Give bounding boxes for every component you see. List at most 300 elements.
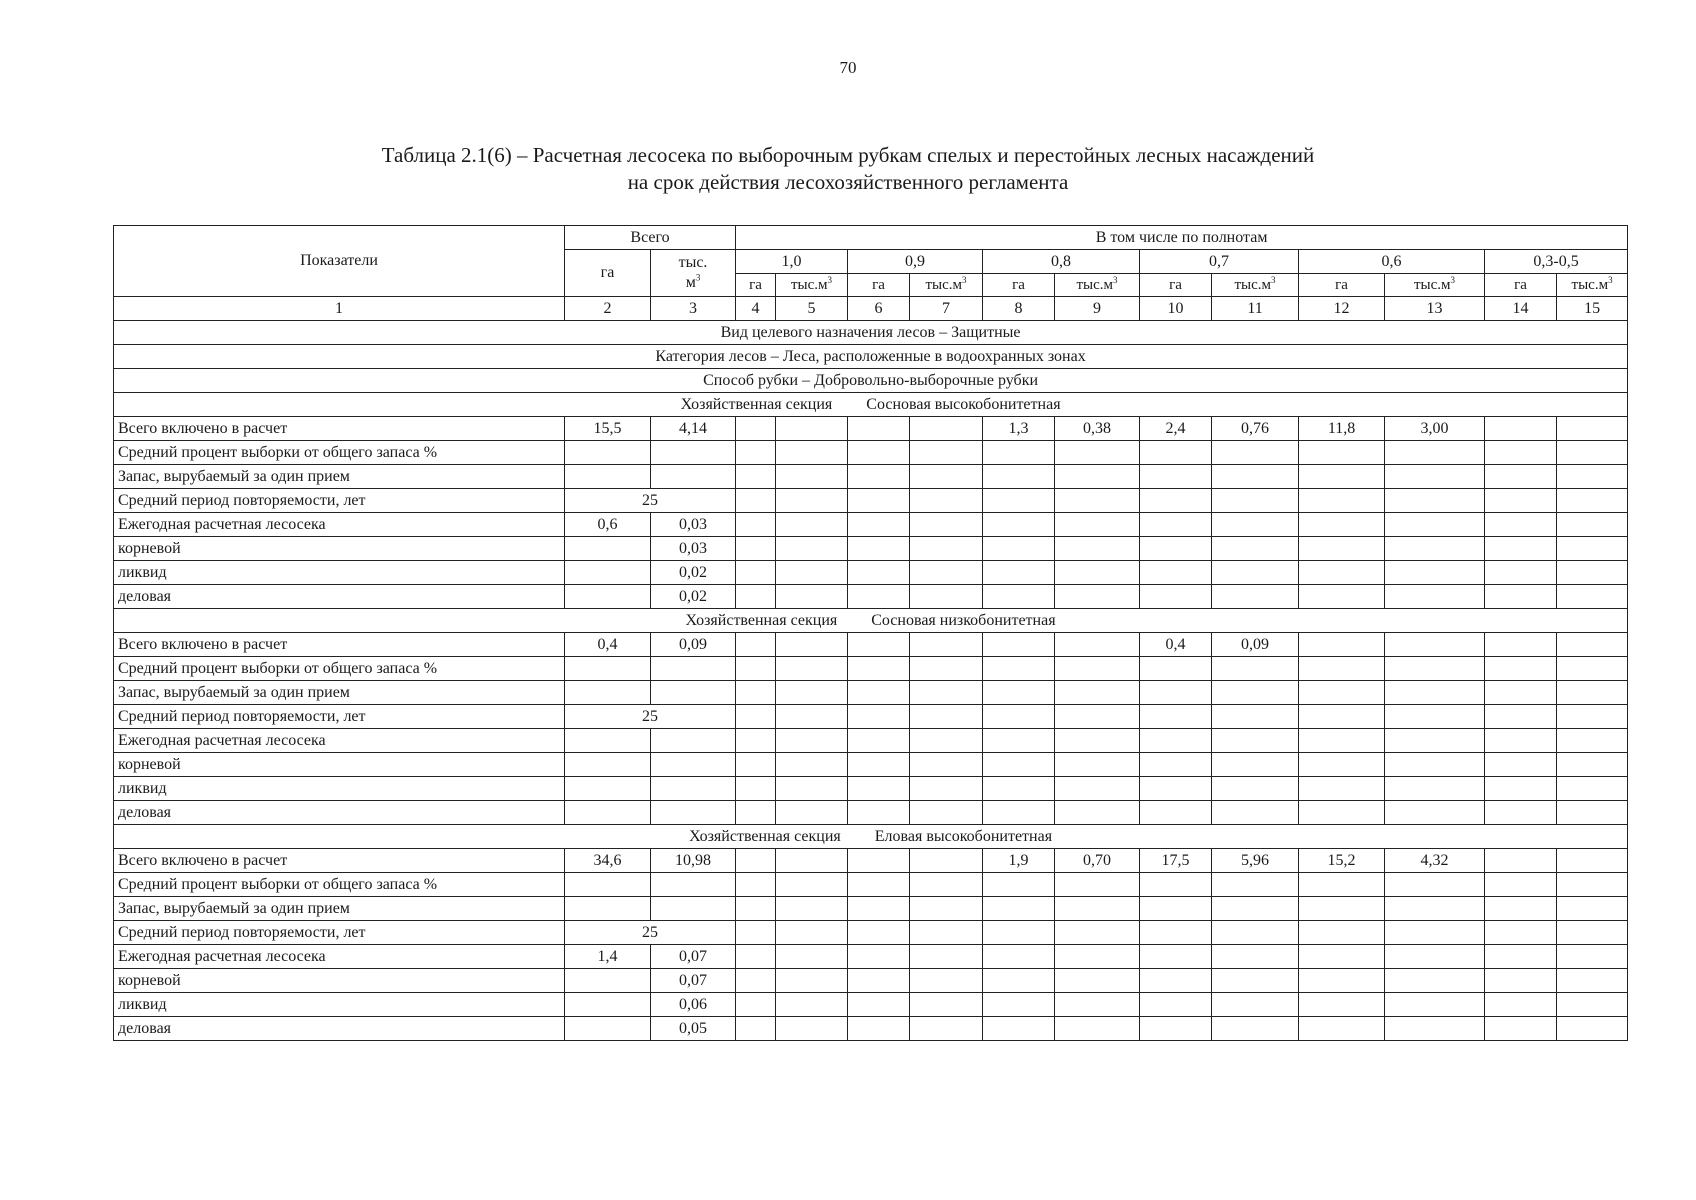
value-cell — [1299, 561, 1385, 585]
density-header: 0,8 — [983, 250, 1140, 274]
value-cell — [1385, 705, 1485, 729]
value-cell — [1299, 1017, 1385, 1041]
value-cell — [1212, 897, 1299, 921]
value-cell — [1055, 801, 1140, 825]
value-cell — [776, 489, 848, 513]
section-header — [114, 393, 1628, 417]
value-cell: 34,6 — [565, 849, 651, 873]
value-cell — [910, 777, 983, 801]
section-name: Сосновая низкобонитетная — [871, 611, 1056, 629]
row-label: корневой — [114, 969, 565, 993]
unit-volume-header: $тыс.м^3$ — [776, 274, 848, 297]
value-cell — [1385, 513, 1485, 537]
density-header: 0,9 — [848, 250, 983, 274]
value-cell — [776, 993, 848, 1017]
value-cell — [1385, 537, 1485, 561]
value-cell — [1385, 993, 1485, 1017]
table-row — [114, 417, 1628, 441]
table-row — [114, 489, 1628, 513]
value-cell — [1485, 897, 1557, 921]
row-label: корневой — [114, 537, 565, 561]
value-cell: 0,70 — [1055, 849, 1140, 873]
value-cell — [736, 753, 776, 777]
value-cell — [651, 465, 736, 489]
value-cell — [1485, 513, 1557, 537]
unit-ha-header: га — [1299, 274, 1385, 297]
merged-value-cell: 25 — [565, 921, 736, 945]
section-header-row — [114, 393, 1628, 417]
value-cell — [1557, 633, 1628, 657]
value-cell — [736, 945, 776, 969]
value-cell — [1055, 873, 1140, 897]
unit-volume-header: $тыс.м^3$ — [1212, 274, 1299, 297]
table-row — [114, 657, 1628, 681]
row-label: Всего включено в расчет — [114, 849, 565, 873]
column-number: 8 — [983, 297, 1055, 321]
value-cell: 15,2 — [1299, 849, 1385, 873]
unit-volume-header: $тыс.м^3$ — [1385, 274, 1485, 297]
value-cell — [1212, 441, 1299, 465]
value-cell — [848, 489, 910, 513]
value-cell — [910, 1017, 983, 1041]
value-cell — [1299, 633, 1385, 657]
value-cell — [565, 441, 651, 465]
value-cell — [565, 657, 651, 681]
row-label: деловая — [114, 1017, 565, 1041]
forest-purpose: Вид целевого назначения лесов – Защитные — [114, 321, 1628, 345]
value-cell: 0,02 — [651, 561, 736, 585]
column-number: 15 — [1557, 297, 1628, 321]
value-cell: 17,5 — [1140, 849, 1212, 873]
value-cell — [776, 441, 848, 465]
value-cell — [1557, 489, 1628, 513]
value-cell — [565, 465, 651, 489]
value-cell — [1299, 585, 1385, 609]
value-cell — [983, 969, 1055, 993]
value-cell — [1055, 921, 1140, 945]
value-cell — [1485, 921, 1557, 945]
value-cell — [776, 633, 848, 657]
value-cell — [736, 705, 776, 729]
value-cell — [651, 441, 736, 465]
value-cell: 1,3 — [983, 417, 1055, 441]
value-cell — [1485, 585, 1557, 609]
table-body — [114, 321, 1628, 1041]
value-cell — [776, 849, 848, 873]
value-cell — [651, 897, 736, 921]
value-cell — [1212, 993, 1299, 1017]
value-cell — [736, 537, 776, 561]
table-row — [114, 561, 1628, 585]
value-cell — [910, 993, 983, 1017]
value-cell — [736, 489, 776, 513]
value-cell — [983, 705, 1055, 729]
value-cell — [1485, 777, 1557, 801]
row-label: Средний процент выборки от общего запаса % — [114, 657, 565, 681]
table-row — [114, 537, 1628, 561]
table-row — [114, 993, 1628, 1017]
forest-category-row — [114, 345, 1628, 369]
value-cell — [983, 585, 1055, 609]
value-cell: 0,6 — [565, 513, 651, 537]
value-cell — [1385, 489, 1485, 513]
value-cell — [910, 729, 983, 753]
table-row — [114, 753, 1628, 777]
value-cell — [1212, 681, 1299, 705]
section-header-row — [114, 825, 1628, 849]
value-cell — [736, 417, 776, 441]
table-row — [114, 777, 1628, 801]
table-row — [114, 801, 1628, 825]
row-label: ликвид — [114, 777, 565, 801]
row-label: деловая — [114, 585, 565, 609]
value-cell — [651, 657, 736, 681]
value-cell — [776, 921, 848, 945]
value-cell — [776, 561, 848, 585]
value-cell — [651, 753, 736, 777]
value-cell — [1485, 417, 1557, 441]
value-cell — [776, 753, 848, 777]
column-number: 13 — [1385, 297, 1485, 321]
value-cell — [983, 489, 1055, 513]
row-label: Всего включено в расчет — [114, 633, 565, 657]
value-cell: 5,96 — [1212, 849, 1299, 873]
unit-ha-header: га — [1140, 274, 1212, 297]
value-cell: 0,07 — [651, 969, 736, 993]
table-row — [114, 945, 1628, 969]
column-number: 2 — [565, 297, 651, 321]
value-cell — [776, 873, 848, 897]
cutting-area-table — [113, 225, 1628, 1041]
value-cell — [1055, 633, 1140, 657]
value-cell — [1140, 753, 1212, 777]
value-cell: 10,98 — [651, 849, 736, 873]
column-number: 11 — [1212, 297, 1299, 321]
value-cell — [1140, 537, 1212, 561]
value-cell — [565, 681, 651, 705]
value-cell — [1385, 561, 1485, 585]
value-cell — [736, 777, 776, 801]
density-header: 1,0 — [736, 250, 848, 274]
value-cell — [910, 585, 983, 609]
value-cell — [1385, 441, 1485, 465]
section-header — [114, 825, 1628, 849]
value-cell — [848, 729, 910, 753]
value-cell — [736, 921, 776, 945]
value-cell: 1,4 — [565, 945, 651, 969]
value-cell — [848, 993, 910, 1017]
table-row — [114, 585, 1628, 609]
value-cell — [1055, 753, 1140, 777]
value-cell — [1140, 465, 1212, 489]
value-cell — [983, 753, 1055, 777]
row-label: корневой — [114, 753, 565, 777]
row-label: Средний процент выборки от общего запаса % — [114, 441, 565, 465]
value-cell — [1385, 729, 1485, 753]
value-cell — [910, 969, 983, 993]
value-cell — [736, 1017, 776, 1041]
value-cell — [848, 561, 910, 585]
value-cell — [565, 873, 651, 897]
density-header: 0,3-0,5 — [1485, 250, 1628, 274]
value-cell — [1212, 921, 1299, 945]
row-label: Средний процент выборки от общего запаса % — [114, 873, 565, 897]
value-cell — [1140, 513, 1212, 537]
row-label: Ежегодная расчетная лесосека — [114, 513, 565, 537]
value-cell — [1557, 657, 1628, 681]
row-label: ликвид — [114, 561, 565, 585]
row-label: Ежегодная расчетная лесосека — [114, 945, 565, 969]
value-cell — [848, 897, 910, 921]
value-cell: 4,32 — [1385, 849, 1485, 873]
value-cell — [1385, 873, 1485, 897]
value-cell: 0,09 — [1212, 633, 1299, 657]
value-cell — [776, 945, 848, 969]
value-cell — [1385, 945, 1485, 969]
value-cell — [1557, 801, 1628, 825]
value-cell — [736, 561, 776, 585]
caption-line-2: на срок действия лесохозяйственного регламента — [627, 170, 1069, 194]
row-label: Запас, вырубаемый за один прием — [114, 465, 565, 489]
value-cell — [848, 657, 910, 681]
value-cell — [910, 801, 983, 825]
value-cell — [1557, 441, 1628, 465]
value-cell: 0,09 — [651, 633, 736, 657]
value-cell — [1485, 753, 1557, 777]
value-cell — [1485, 873, 1557, 897]
value-cell — [1140, 945, 1212, 969]
value-cell — [1299, 753, 1385, 777]
row-label: Средний период повторяемости, лет — [114, 489, 565, 513]
value-cell — [1557, 537, 1628, 561]
section-prefix: Хозяйственная секция — [689, 827, 841, 845]
value-cell — [651, 873, 736, 897]
column-number-row — [114, 297, 1628, 321]
value-cell — [776, 897, 848, 921]
value-cell — [1385, 801, 1485, 825]
value-cell — [1299, 465, 1385, 489]
value-cell — [736, 849, 776, 873]
table-row — [114, 633, 1628, 657]
row-label: ликвид — [114, 993, 565, 1017]
value-cell — [848, 801, 910, 825]
value-cell — [1557, 873, 1628, 897]
merged-value-cell: 25 — [565, 489, 736, 513]
unit-ha-header: га — [848, 274, 910, 297]
value-cell — [910, 417, 983, 441]
value-cell — [736, 657, 776, 681]
value-cell — [1055, 441, 1140, 465]
value-cell — [848, 753, 910, 777]
value-cell — [910, 849, 983, 873]
value-cell — [1055, 561, 1140, 585]
value-cell — [1299, 945, 1385, 969]
value-cell — [1385, 897, 1485, 921]
value-cell — [565, 801, 651, 825]
value-cell — [983, 465, 1055, 489]
value-cell — [1485, 537, 1557, 561]
value-cell — [1557, 513, 1628, 537]
column-number: 12 — [1299, 297, 1385, 321]
value-cell: 1,9 — [983, 849, 1055, 873]
value-cell — [1212, 657, 1299, 681]
value-cell — [1055, 657, 1140, 681]
value-cell — [651, 801, 736, 825]
value-cell — [776, 969, 848, 993]
value-cell — [1055, 945, 1140, 969]
merged-value-cell: 25 — [565, 705, 736, 729]
value-cell — [1140, 969, 1212, 993]
value-cell — [983, 561, 1055, 585]
row-label: Средний период повторяемости, лет — [114, 921, 565, 945]
value-cell — [848, 585, 910, 609]
value-cell — [1385, 681, 1485, 705]
value-cell — [1557, 729, 1628, 753]
value-cell — [910, 537, 983, 561]
page-number: 70 — [839, 58, 857, 77]
value-cell — [1140, 801, 1212, 825]
value-cell — [910, 561, 983, 585]
value-cell — [910, 897, 983, 921]
value-cell — [1212, 465, 1299, 489]
value-cell: 4,14 — [651, 417, 736, 441]
value-cell — [1212, 1017, 1299, 1041]
value-cell — [651, 729, 736, 753]
value-cell — [1385, 753, 1485, 777]
value-cell — [1299, 969, 1385, 993]
column-number: 7 — [910, 297, 983, 321]
value-cell — [565, 561, 651, 585]
value-cell — [1299, 489, 1385, 513]
value-cell — [736, 873, 776, 897]
value-cell — [651, 681, 736, 705]
value-cell: 0,03 — [651, 513, 736, 537]
row-label: Запас, вырубаемый за один прием — [114, 897, 565, 921]
value-cell — [1140, 897, 1212, 921]
value-cell — [736, 681, 776, 705]
value-cell — [565, 729, 651, 753]
value-cell — [1212, 945, 1299, 969]
column-number: 6 — [848, 297, 910, 321]
value-cell — [1055, 897, 1140, 921]
value-cell — [848, 849, 910, 873]
value-cell — [983, 945, 1055, 969]
value-cell — [1212, 873, 1299, 897]
value-cell: 0,06 — [651, 993, 736, 1017]
value-cell — [848, 465, 910, 489]
felling-method: Способ рубки – Добровольно-выборочные рубки — [114, 369, 1628, 393]
value-cell: 0,03 — [651, 537, 736, 561]
value-cell — [1212, 801, 1299, 825]
value-cell — [848, 705, 910, 729]
value-cell — [1385, 633, 1485, 657]
value-cell — [1485, 489, 1557, 513]
value-cell — [1299, 873, 1385, 897]
value-cell — [1557, 753, 1628, 777]
value-cell — [1140, 705, 1212, 729]
value-cell — [565, 537, 651, 561]
unit-volume-header: $тыс.м^3$ — [1557, 274, 1628, 297]
value-cell — [1212, 729, 1299, 753]
table-row — [114, 1017, 1628, 1041]
value-cell — [1485, 993, 1557, 1017]
table-row — [114, 441, 1628, 465]
unit-ha-header: га — [983, 274, 1055, 297]
table-row — [114, 873, 1628, 897]
value-cell — [1485, 441, 1557, 465]
value-cell — [1485, 705, 1557, 729]
value-cell — [1557, 465, 1628, 489]
value-cell — [1557, 681, 1628, 705]
value-cell — [910, 657, 983, 681]
value-cell — [1055, 513, 1140, 537]
value-cell — [565, 585, 651, 609]
row-label: деловая — [114, 801, 565, 825]
value-cell — [1055, 585, 1140, 609]
value-cell — [848, 969, 910, 993]
value-cell — [1140, 921, 1212, 945]
including-header: В том числе по полнотам — [736, 226, 1628, 250]
caption-line-1: Таблица 2.1(6) – Расчетная лесосека по выборочным рубкам спелых и перестойных лесных насаждений — [381, 143, 1315, 167]
value-cell — [736, 465, 776, 489]
value-cell: 11,8 — [1299, 417, 1385, 441]
value-cell — [1140, 585, 1212, 609]
value-cell — [848, 441, 910, 465]
value-cell — [1557, 585, 1628, 609]
section-name: Еловая высокобонитетная — [874, 827, 1053, 845]
value-cell — [1557, 1017, 1628, 1041]
row-label: Запас, вырубаемый за один прием — [114, 681, 565, 705]
value-cell — [1140, 489, 1212, 513]
value-cell — [1485, 681, 1557, 705]
value-cell: 3,00 — [1385, 417, 1485, 441]
value-cell — [1385, 585, 1485, 609]
value-cell — [910, 873, 983, 897]
value-cell — [1557, 561, 1628, 585]
value-cell — [1055, 1017, 1140, 1041]
value-cell — [1299, 705, 1385, 729]
value-cell — [910, 489, 983, 513]
unit-volume-header: $тыс.м^3$ — [1055, 274, 1140, 297]
value-cell — [1055, 777, 1140, 801]
unit-ha-header: га — [1485, 274, 1557, 297]
value-cell — [1055, 993, 1140, 1017]
value-cell — [848, 537, 910, 561]
value-cell — [1385, 1017, 1485, 1041]
value-cell — [910, 681, 983, 705]
value-cell — [736, 513, 776, 537]
value-cell — [1140, 777, 1212, 801]
value-cell — [1385, 921, 1485, 945]
value-cell — [910, 753, 983, 777]
value-cell — [983, 897, 1055, 921]
value-cell — [1485, 465, 1557, 489]
value-cell — [776, 705, 848, 729]
value-cell — [776, 537, 848, 561]
value-cell — [983, 633, 1055, 657]
header-row-1 — [114, 226, 1628, 250]
value-cell — [776, 681, 848, 705]
value-cell — [1485, 945, 1557, 969]
unit-ha-header: га — [736, 274, 776, 297]
value-cell: 2,4 — [1140, 417, 1212, 441]
indicators-header: Показатели — [114, 226, 565, 297]
value-cell — [1557, 777, 1628, 801]
value-cell — [1557, 993, 1628, 1017]
value-cell — [1299, 441, 1385, 465]
value-cell — [983, 681, 1055, 705]
value-cell — [736, 585, 776, 609]
